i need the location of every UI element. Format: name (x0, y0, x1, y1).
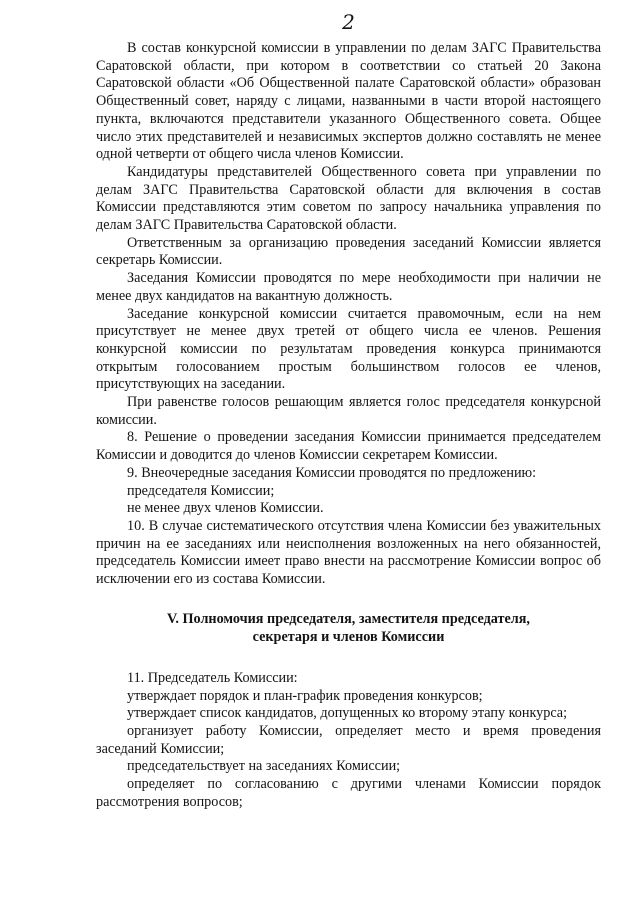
document-body (96, 40, 601, 811)
paragraph: Кандидатуры представителей Общественного совета при управлении по делам ЗАГС Правительства Саратовской области для включения в состав Комиссии представляются этим советом по запросу начальника управления по делам ЗАГС Правительства Саратовской области. (96, 163, 601, 234)
list-item: утверждает список кандидатов, допущенных ко второму этапу конкурса; (127, 705, 568, 722)
paragraph: Ответственным за организацию проведения заседаний Комиссии является секретарь Комиссии. (96, 234, 601, 269)
paragraph: Заседание конкурсной комиссии считается правомочным, если на нем присутствует не менее двух третей от общего числа ее членов. Решения конкурсной комиссии по результатам проведения конкурса принимаются открытым голосованием простым большинством голосов ее членов, присутствующих на заседании. (96, 305, 601, 393)
list-item: не менее двух членов Комиссии. (127, 500, 324, 517)
paragraph-item-8: 8. Решение о проведении заседания Комиссии принимается председателем Комиссии и доводится до членов Комиссии секретарем Комиссии. (96, 429, 601, 464)
paragraph: При равенстве голосов решающим является голос председателя конкурсной комиссии. (96, 394, 601, 428)
section-heading (96, 610, 601, 646)
paragraph-item-11: 11. Председатель Комиссии: (127, 669, 298, 686)
list-item: организует работу Комиссии, определяет место и время проведения заседаний Комиссии; (96, 722, 601, 757)
paragraph-item-9: 9. Внеочередные заседания Комиссии проводятся по предложению: (127, 464, 537, 481)
section-heading-line: секретаря и членов Комиссии (252, 628, 445, 645)
page-number: 2 (342, 10, 355, 34)
paragraph: В состав конкурсной комиссии в управлении по делам ЗАГС Правительства Саратовской области, при котором в соответствии со статьей 20 Закона Саратовской области «Об Общественной палате Саратовской области» образован Общественный совет, наряду с лицами, названными в части второй настоящего пункта, включаются представители указанного Общественного совета. Общее число этих представителей и независимых экспертов должно составлять не менее одной четверти от общего числа членов Комиссии. (96, 40, 601, 163)
paragraph-item-10: 10. В случае систематического отсутствия члена Комиссии без уважительных причин на ее заседаниях или неисполнения возложенных на него обязанностей, председатель Комиссии имеет право внести на рассмотрение Комиссии вопрос об исключении его из состава Комиссии. (96, 517, 601, 588)
list-item: утверждает порядок и план-график проведения конкурсов; (127, 687, 483, 704)
section-heading-line: V. Полномочия председателя, заместителя председателя, (167, 610, 530, 627)
paragraph: Заседания Комиссии проводятся по мере необходимости при наличии не менее двух кандидатов на вакантную должность. (96, 270, 601, 304)
list-item: председательствует на заседаниях Комиссии; (127, 758, 401, 775)
list-item: определяет по согласованию с другими членами Комиссии порядок рассмотрения вопросов; (96, 776, 601, 810)
list-item: председателя Комиссии; (127, 482, 275, 499)
